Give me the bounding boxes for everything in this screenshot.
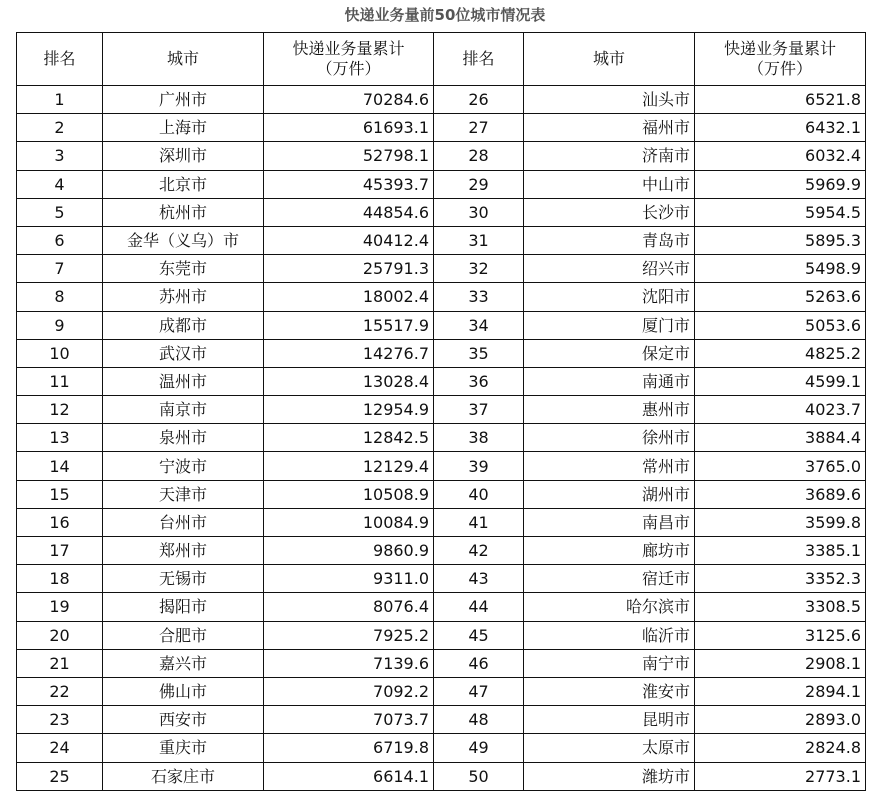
volume-cell: 44854.6 [264, 198, 434, 226]
city-cell: 深圳市 [103, 142, 264, 170]
city-cell: 北京市 [103, 170, 264, 198]
volume-cell: 7139.6 [264, 649, 434, 677]
rank-cell: 5 [17, 198, 103, 226]
rank-cell: 14 [17, 452, 103, 480]
city-cell: 广州市 [103, 86, 264, 114]
city-cell: 台州市 [103, 508, 264, 536]
city-cell: 淮安市 [524, 677, 695, 705]
header-volume-right [695, 33, 866, 86]
volume-cell: 2773.1 [695, 762, 866, 790]
rank-cell: 33 [434, 283, 524, 311]
volume-cell: 3884.4 [695, 424, 866, 452]
rank-cell: 45 [434, 621, 524, 649]
table-row [17, 452, 866, 480]
rank-cell: 6 [17, 226, 103, 254]
city-cell: 揭阳市 [103, 593, 264, 621]
table-row [17, 508, 866, 536]
city-cell: 温州市 [103, 367, 264, 395]
city-cell: 福州市 [524, 114, 695, 142]
table-row [17, 170, 866, 198]
city-cell: 郑州市 [103, 537, 264, 565]
rank-cell: 46 [434, 649, 524, 677]
volume-cell: 7073.7 [264, 706, 434, 734]
rank-cell: 13 [17, 424, 103, 452]
city-cell: 惠州市 [524, 396, 695, 424]
table-row [17, 396, 866, 424]
volume-cell: 8076.4 [264, 593, 434, 621]
rank-cell: 26 [434, 86, 524, 114]
header-volume-left [264, 33, 434, 86]
volume-cell: 7925.2 [264, 621, 434, 649]
city-cell: 上海市 [103, 114, 264, 142]
city-cell: 南通市 [524, 367, 695, 395]
city-cell: 厦门市 [524, 311, 695, 339]
city-ranking-table [16, 32, 866, 791]
rank-cell: 8 [17, 283, 103, 311]
city-cell: 嘉兴市 [103, 649, 264, 677]
table-row [17, 537, 866, 565]
city-cell: 无锡市 [103, 565, 264, 593]
rank-cell: 9 [17, 311, 103, 339]
volume-cell: 3125.6 [695, 621, 866, 649]
city-cell: 潍坊市 [524, 762, 695, 790]
table-header-row [17, 33, 866, 86]
rank-cell: 42 [434, 537, 524, 565]
volume-cell: 18002.4 [264, 283, 434, 311]
volume-cell: 6614.1 [264, 762, 434, 790]
header-volume-line1: 快递业务量累计 [292, 39, 405, 58]
city-cell: 杭州市 [103, 198, 264, 226]
rank-cell: 49 [434, 734, 524, 762]
rank-cell: 31 [434, 226, 524, 254]
rank-cell: 38 [434, 424, 524, 452]
rank-cell: 34 [434, 311, 524, 339]
rank-cell: 22 [17, 677, 103, 705]
rank-cell: 4 [17, 170, 103, 198]
rank-cell: 12 [17, 396, 103, 424]
table-row [17, 311, 866, 339]
volume-cell: 6032.4 [695, 142, 866, 170]
city-cell: 中山市 [524, 170, 695, 198]
rank-cell: 44 [434, 593, 524, 621]
volume-cell: 5954.5 [695, 198, 866, 226]
volume-cell: 2908.1 [695, 649, 866, 677]
volume-cell: 14276.7 [264, 339, 434, 367]
rank-cell: 32 [434, 255, 524, 283]
volume-cell: 5498.9 [695, 255, 866, 283]
volume-cell: 61693.1 [264, 114, 434, 142]
city-cell: 青岛市 [524, 226, 695, 254]
volume-cell: 5895.3 [695, 226, 866, 254]
volume-cell: 4825.2 [695, 339, 866, 367]
header-volume-line1: 快递业务量累计 [723, 39, 836, 58]
header-rank-left: 排名 [17, 33, 103, 86]
volume-cell: 5053.6 [695, 311, 866, 339]
table-row [17, 339, 866, 367]
city-cell: 武汉市 [103, 339, 264, 367]
city-cell: 临沂市 [524, 621, 695, 649]
city-cell: 太原市 [524, 734, 695, 762]
volume-cell: 45393.7 [264, 170, 434, 198]
volume-cell: 15517.9 [264, 311, 434, 339]
rank-cell: 23 [17, 706, 103, 734]
city-cell: 天津市 [103, 480, 264, 508]
volume-cell: 25791.3 [264, 255, 434, 283]
city-cell: 佛山市 [103, 677, 264, 705]
table-row [17, 367, 866, 395]
volume-cell: 9860.9 [264, 537, 434, 565]
volume-cell: 3385.1 [695, 537, 866, 565]
rank-cell: 37 [434, 396, 524, 424]
rank-cell: 39 [434, 452, 524, 480]
city-cell: 南昌市 [524, 508, 695, 536]
city-cell: 合肥市 [103, 621, 264, 649]
rank-cell: 29 [434, 170, 524, 198]
table-row [17, 565, 866, 593]
page-title: 快递业务量前50位城市情况表 [344, 6, 546, 24]
volume-cell: 4023.7 [695, 396, 866, 424]
rank-cell: 16 [17, 508, 103, 536]
rank-cell: 15 [17, 480, 103, 508]
table-row [17, 424, 866, 452]
rank-cell: 40 [434, 480, 524, 508]
rank-cell: 41 [434, 508, 524, 536]
city-cell: 绍兴市 [524, 255, 695, 283]
city-cell: 沈阳市 [524, 283, 695, 311]
city-cell: 廊坊市 [524, 537, 695, 565]
city-cell: 济南市 [524, 142, 695, 170]
table-row [17, 621, 866, 649]
rank-cell: 17 [17, 537, 103, 565]
volume-cell: 13028.4 [264, 367, 434, 395]
header-city-right: 城市 [524, 33, 695, 86]
city-cell: 徐州市 [524, 424, 695, 452]
rank-cell: 24 [17, 734, 103, 762]
city-cell: 湖州市 [524, 480, 695, 508]
city-cell: 苏州市 [103, 283, 264, 311]
volume-cell: 7092.2 [264, 677, 434, 705]
rank-cell: 10 [17, 339, 103, 367]
city-cell: 宿迁市 [524, 565, 695, 593]
city-cell: 西安市 [103, 706, 264, 734]
rank-cell: 2 [17, 114, 103, 142]
city-cell: 宁波市 [103, 452, 264, 480]
table-row [17, 480, 866, 508]
volume-cell: 3765.0 [695, 452, 866, 480]
volume-cell: 3308.5 [695, 593, 866, 621]
table-row [17, 255, 866, 283]
rank-cell: 43 [434, 565, 524, 593]
table-row [17, 142, 866, 170]
rank-cell: 48 [434, 706, 524, 734]
city-cell: 保定市 [524, 339, 695, 367]
table-row [17, 649, 866, 677]
city-cell: 泉州市 [103, 424, 264, 452]
volume-cell: 2893.0 [695, 706, 866, 734]
rank-cell: 50 [434, 762, 524, 790]
rank-cell: 19 [17, 593, 103, 621]
volume-cell: 5969.9 [695, 170, 866, 198]
volume-cell: 12129.4 [264, 452, 434, 480]
volume-cell: 10084.9 [264, 508, 434, 536]
volume-cell: 10508.9 [264, 480, 434, 508]
rank-cell: 36 [434, 367, 524, 395]
table-row [17, 198, 866, 226]
table-row [17, 283, 866, 311]
volume-cell: 6521.8 [695, 86, 866, 114]
rank-cell: 27 [434, 114, 524, 142]
volume-cell: 3352.3 [695, 565, 866, 593]
rank-cell: 25 [17, 762, 103, 790]
city-cell: 南京市 [103, 396, 264, 424]
volume-cell: 70284.6 [264, 86, 434, 114]
table-row [17, 677, 866, 705]
volume-cell: 3689.6 [695, 480, 866, 508]
table-row [17, 114, 866, 142]
city-cell: 成都市 [103, 311, 264, 339]
volume-cell: 2894.1 [695, 677, 866, 705]
rank-cell: 1 [17, 86, 103, 114]
volume-cell: 9311.0 [264, 565, 434, 593]
table-row [17, 734, 866, 762]
city-cell: 东莞市 [103, 255, 264, 283]
volume-cell: 5263.6 [695, 283, 866, 311]
city-cell: 汕头市 [524, 86, 695, 114]
city-cell: 昆明市 [524, 706, 695, 734]
rank-cell: 28 [434, 142, 524, 170]
city-cell: 哈尔滨市 [524, 593, 695, 621]
rank-cell: 47 [434, 677, 524, 705]
city-cell: 南宁市 [524, 649, 695, 677]
header-rank-right: 排名 [434, 33, 524, 86]
table-row [17, 86, 866, 114]
header-city-left: 城市 [103, 33, 264, 86]
rank-cell: 35 [434, 339, 524, 367]
volume-cell: 52798.1 [264, 142, 434, 170]
table-row [17, 226, 866, 254]
volume-cell: 6432.1 [695, 114, 866, 142]
volume-cell: 40412.4 [264, 226, 434, 254]
table-row [17, 706, 866, 734]
city-cell: 石家庄市 [103, 762, 264, 790]
header-volume-line2: （万件） [747, 59, 812, 78]
rank-cell: 3 [17, 142, 103, 170]
rank-cell: 30 [434, 198, 524, 226]
rank-cell: 21 [17, 649, 103, 677]
volume-cell: 4599.1 [695, 367, 866, 395]
city-cell: 金华（义乌）市 [103, 226, 264, 254]
rank-cell: 11 [17, 367, 103, 395]
table-row [17, 762, 866, 790]
city-cell: 长沙市 [524, 198, 695, 226]
volume-cell: 3599.8 [695, 508, 866, 536]
rank-cell: 18 [17, 565, 103, 593]
volume-cell: 2824.8 [695, 734, 866, 762]
table-row [17, 593, 866, 621]
header-volume-line2: （万件） [316, 59, 381, 78]
city-cell: 重庆市 [103, 734, 264, 762]
volume-cell: 6719.8 [264, 734, 434, 762]
rank-cell: 7 [17, 255, 103, 283]
rank-cell: 20 [17, 621, 103, 649]
volume-cell: 12842.5 [264, 424, 434, 452]
city-cell: 常州市 [524, 452, 695, 480]
volume-cell: 12954.9 [264, 396, 434, 424]
